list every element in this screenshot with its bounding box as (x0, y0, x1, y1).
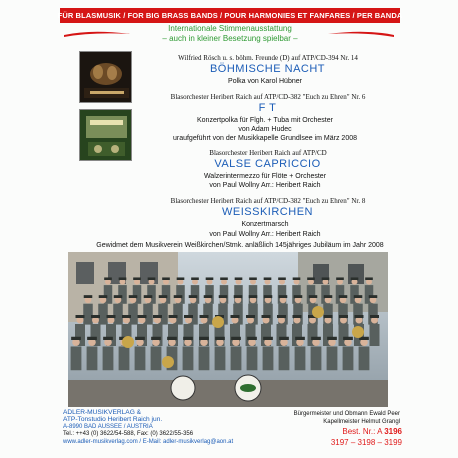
band-member-hat (167, 337, 177, 340)
entry-2-credit: Blasorchester Heribert Raich auf ATP/CD-382 "Euch zu Ehren" Nr. 6 (170, 93, 366, 101)
order-number: 3196 (384, 427, 402, 436)
right-swoosh-ornament (326, 29, 396, 39)
band-member-body (119, 346, 130, 370)
band-member-hat (162, 277, 170, 280)
band-member-hat (263, 337, 273, 340)
band-member-hat (135, 337, 145, 340)
band-member-body (183, 346, 194, 370)
band-group-photo (68, 252, 388, 407)
band-member-hat (91, 315, 100, 318)
band-member-hat (200, 315, 209, 318)
band-member-hat (295, 337, 305, 340)
band-member-hat (148, 277, 156, 280)
publisher-web: www.adler-musikverlag.com / E-Mail: adler-musikverlag@aon.at (63, 438, 234, 445)
order-line-1 (296, 426, 402, 437)
band-member-hat (151, 337, 161, 340)
band-member-hat (204, 295, 213, 298)
band-member-hat (293, 315, 302, 318)
band-member-body (199, 346, 210, 370)
band-member-hat (107, 315, 116, 318)
band-member-body (311, 346, 322, 370)
entry-3-line-2: von Paul Wollny Arr.: Heribert Raich (209, 182, 321, 189)
band-member-hat (343, 337, 353, 340)
band-member-hat (234, 295, 243, 298)
entry-1-credit: Wilfried Rösch u. s. böhm. Freunde (D) auf ATP/CD-394 Nr. 14 (178, 54, 358, 62)
entry-3-title: VALSE CAPRICCIO (214, 158, 321, 170)
band-member-hat (129, 295, 138, 298)
band-member-hat (336, 277, 344, 280)
band-member-hat (220, 277, 228, 280)
band-member-body (113, 304, 123, 325)
band-member-hat (133, 277, 141, 280)
publisher-name-1: ADLER-MUSIKVERLAG & (63, 409, 142, 416)
band-member-hat (246, 315, 255, 318)
band-member-body (83, 304, 93, 325)
officials-line-2: Kapellmeister Helmut Grangl (323, 419, 400, 425)
band-member-hat (354, 295, 363, 298)
brass-instrument (162, 356, 174, 368)
top-banner (57, 8, 403, 23)
publisher-info (63, 409, 243, 446)
band-member-hat (247, 337, 257, 340)
band-member-hat (122, 315, 131, 318)
band-member-hat (262, 315, 271, 318)
band-member-hat (370, 315, 379, 318)
band-member-body (71, 346, 82, 370)
band-member-hat (84, 295, 93, 298)
band-member-body (247, 346, 258, 370)
entry-1-title: BÖHMISCHE NACHT (209, 63, 326, 75)
brass-instrument (212, 316, 224, 328)
band-member-hat (119, 277, 127, 280)
band-member-hat (153, 315, 162, 318)
entry-3-credit: Blasorchester Heribert Raich auf ATP/CD (209, 149, 327, 157)
entry-2-line-1: Konzertpolka für Flgh. + Tuba mit Orchester (197, 117, 333, 124)
band-member-hat (294, 295, 303, 298)
band-member-body (263, 346, 274, 370)
band-member-hat (339, 315, 348, 318)
band-member-hat (199, 337, 209, 340)
band-member-hat (191, 277, 199, 280)
band-member-hat (76, 315, 85, 318)
band-member-hat (279, 337, 289, 340)
band-member-hat (264, 295, 273, 298)
band-member-body (98, 304, 108, 325)
entry-4-line-1: Konzertmarsch (241, 221, 289, 228)
band-member-hat (189, 295, 198, 298)
band-member-body (87, 346, 98, 370)
band-member-hat (264, 277, 272, 280)
band-member-hat (277, 315, 286, 318)
band-member-body (279, 346, 290, 370)
entry-4-title: WEISSKIRCHEN (222, 206, 313, 218)
band-member-hat (231, 337, 241, 340)
band-member-hat (169, 315, 178, 318)
brass-instrument (122, 336, 134, 348)
band-member-hat (174, 295, 183, 298)
band-member-hat (249, 295, 258, 298)
subtitle-line-2: – auch in kleiner Besetzung spielbar – (162, 34, 298, 43)
band-member-body (327, 346, 338, 370)
band-member-hat (322, 277, 330, 280)
brass-instrument (312, 306, 324, 318)
band-member-body (370, 324, 380, 346)
order-line-2: 3197 – 3198 – 3199 (330, 438, 402, 447)
brass-instrument (352, 326, 364, 338)
order-numbers (296, 426, 402, 448)
publisher-contact: Tel.: ++43 (0) 3622/54-588, Fax: (0) 3622/55-356 (63, 431, 194, 438)
subtitle-line-1: Internationale Stimmenausstattung (168, 24, 292, 33)
band-member-body (295, 346, 306, 370)
band-member-hat (159, 295, 168, 298)
band-member-hat (138, 315, 147, 318)
band-member-hat (355, 315, 364, 318)
band-member-hat (184, 315, 193, 318)
band-member-hat (249, 277, 257, 280)
band-member-body (359, 346, 370, 370)
officials (240, 410, 400, 426)
entry-2-line-2: von Adam Hudec (238, 126, 292, 133)
band-member-body (231, 346, 242, 370)
band-member-hat (278, 277, 286, 280)
band-member-hat (206, 277, 214, 280)
band-member-hat (71, 337, 81, 340)
band-member-hat (87, 337, 97, 340)
band-member-hat (235, 277, 243, 280)
entry-4-credit: Blasorchester Heribert Raich auf ATP/CD-382 "Euch zu Ehren" Nr. 8 (170, 197, 366, 205)
entry-1-line-1: Polka von Karol Hübner (228, 78, 302, 85)
entry-3-line-1: Walzerintermezzo für Flöte + Orchester (203, 173, 327, 180)
band-member-body (151, 346, 162, 370)
band-member-body (103, 346, 114, 370)
band-member-hat (231, 315, 240, 318)
band-member-body (215, 346, 226, 370)
officials-line-1: Bürgermeister und Obmann Ewald Peer (293, 411, 400, 417)
band-member-hat (99, 295, 108, 298)
band-member-hat (144, 295, 153, 298)
order-label: Best. Nr.: A (342, 427, 382, 436)
dedication: Gewidmet dem Musikverein Weißkirchen/Stmk. anläßlich 145jähriges Jubiläum im Jahr 2008 (96, 242, 384, 249)
band-member-hat (311, 337, 321, 340)
entry-2-title: F T (258, 102, 277, 114)
band-member-hat (104, 277, 112, 280)
band-member-hat (324, 295, 333, 298)
banner-text: FÜR BLASMUSIK / FOR BIG BRASS BANDS / POUR HARMONIES ET FANFARES / PER BANDA (57, 11, 403, 20)
band-member-hat (351, 277, 359, 280)
band-member-hat (309, 295, 318, 298)
band-member-hat (327, 337, 337, 340)
band-member-hat (183, 337, 193, 340)
band-member-hat (215, 337, 225, 340)
publisher-name-2: ATP-Tonstudio Heribert Raich jun. (63, 416, 163, 424)
entry-4-line-2: von Paul Wollny Arr.: Heribert Raich (209, 231, 321, 238)
band-member-hat (219, 295, 228, 298)
band-member-hat (339, 295, 348, 298)
band-member-body (343, 346, 354, 370)
band-member-hat (369, 295, 378, 298)
entry-2-line-3: uraufgeführt von der Musikkapelle Grundlsee im März 2008 (172, 135, 358, 142)
band-member-hat (307, 277, 315, 280)
band-member-hat (293, 277, 301, 280)
band-member-hat (279, 295, 288, 298)
band-member-hat (103, 337, 113, 340)
band-member-hat (324, 315, 333, 318)
band-member-hat (114, 295, 123, 298)
band-member-hat (365, 277, 373, 280)
band-member-hat (177, 277, 185, 280)
band-member-body (135, 346, 146, 370)
publisher-address: A-8990 BAD AUSSEE / AUSTRIA (63, 423, 153, 430)
